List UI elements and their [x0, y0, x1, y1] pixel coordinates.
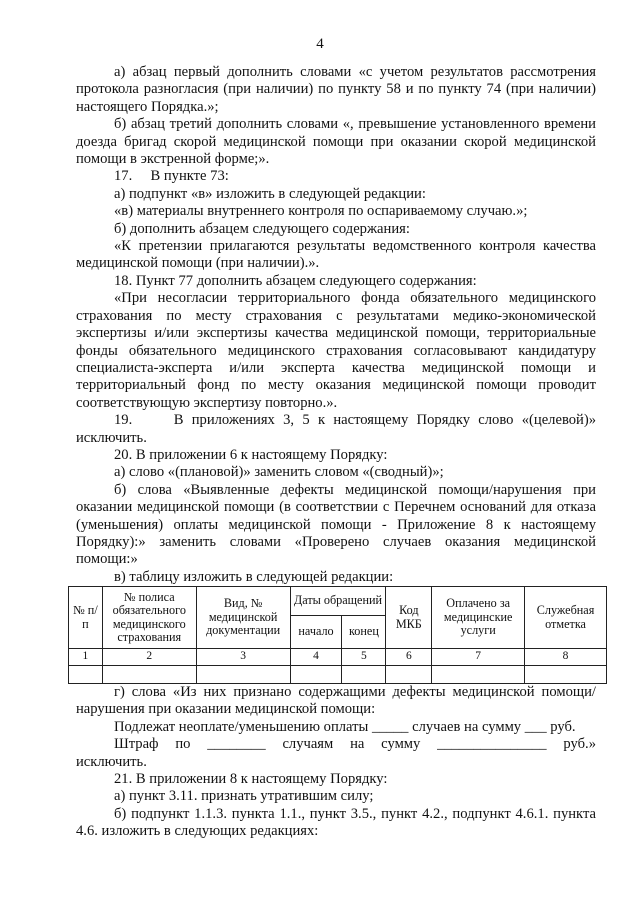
- paragraph: а) слово «(плановой)» заменить словом «(сводный)»;: [114, 464, 444, 481]
- table-cell: 7: [432, 649, 525, 666]
- paragraph: 17. В пункте 73:: [114, 168, 229, 185]
- paragraph: г) слова «Из них признано содержащими дефекты медицинской помощи/нарушения при оказании медицинской помощи:: [76, 684, 596, 718]
- paragraph: а) подпункт «в» изложить в следующей редакции:: [114, 185, 426, 202]
- table-cell: [432, 665, 525, 683]
- page-number: 4: [316, 36, 324, 52]
- registry-table: [68, 586, 607, 684]
- paragraph: б) слова «Выявленные дефекты медицинской помощи/нарушения при оказании медицинской помощи (в соответствии с Перечнем оснований для отказа (уменьшения) оплаты медицинской помощи - Приложение 8 к настоящему Порядку):» заменить словами «Проверено случаев оказания медицинской помощи:»: [76, 481, 596, 568]
- header-mkb: Код МКБ: [386, 587, 432, 649]
- table-cell: [342, 665, 386, 683]
- paragraph: «При несогласии территориального фонда обязательного медицинского страхования по месту страхования с результатами медико-экономической экспертизы и/или экспертизы качества медицинской помощи, территориальные фонды обязательного медицинского страхования согласовывают кандидатуру специалиста-эксперта и/или эксперта качества медицинской помощи и территориальный фонд по месту оказания медицинской помощи проводит соответствующую экспертизу повторно.».: [76, 290, 596, 411]
- table-cell: [290, 665, 342, 683]
- header-num: № п/п: [69, 587, 103, 649]
- header-policy: № полиса обязательного медицинского страхования: [102, 587, 196, 649]
- header-date-start: начало: [290, 616, 342, 649]
- paragraph: б) дополнить абзацем следующего содержания:: [114, 220, 410, 237]
- paragraph: «в) материалы внутреннего контроля по оспариваемому случаю.»;: [114, 203, 528, 220]
- table-cell: [196, 665, 290, 683]
- table-cell: 8: [525, 649, 607, 666]
- table-cell: 6: [386, 649, 432, 666]
- table-cell: [386, 665, 432, 683]
- header-mark: Служебная отметка: [525, 587, 607, 649]
- header-dates: Даты обращений: [290, 587, 386, 616]
- paragraph: в) таблицу изложить в следующей редакции:: [114, 568, 394, 585]
- paragraph: б) подпункт 1.1.3. пункта 1.1., пункт 3.5., пункт 4.2., подпункт 4.6.1. пункта 4.6. изложить в следующих редакциях:: [76, 805, 596, 840]
- document-body-bottom: [76, 684, 596, 841]
- table-cell: [69, 665, 103, 683]
- paragraph: 19. В приложениях 3, 5 к настоящему Порядку слово «(целевой)» исключить.: [76, 412, 596, 446]
- paragraph: «К претензии прилагаются результаты ведомственного контроля качества медицинской помощи (при наличии).».: [76, 238, 596, 272]
- document-body-top: [76, 64, 596, 586]
- paragraph: б) абзац третий дополнить словами «, превышение установленного времени доезда бригад скорой медицинской помощи при оказании скорой медицинской помощи в экстренной форме;».: [76, 116, 596, 168]
- header-doc: Вид, № медицинской документации: [196, 587, 290, 649]
- table-cell: 3: [196, 649, 290, 666]
- paragraph: а) абзац первый дополнить словами «с учетом результатов рассмотрения протокола разногласия (при наличии) по пункту 58 и по пункту 74 (при наличии) настоящего Порядка.»;: [76, 64, 596, 115]
- header-date-end: конец: [342, 616, 386, 649]
- paragraph: исключить.: [76, 753, 147, 770]
- paragraph: Штраф по ________ случаям на сумму _______________ руб.»: [114, 736, 596, 753]
- paragraph: Подлежат неоплате/уменьшению оплаты _____ случаев на сумму ___ руб.: [114, 718, 576, 735]
- paragraph: 18. Пункт 77 дополнить абзацем следующего содержания:: [114, 272, 477, 289]
- paragraph: 20. В приложении 6 к настоящему Порядку:: [114, 446, 388, 463]
- header-paid: Оплачено за медицинские услуги: [432, 587, 525, 649]
- table-cell: 5: [342, 649, 386, 666]
- table-cell: 1: [69, 649, 103, 666]
- paragraph: 21. В приложении 8 к настоящему Порядку:: [114, 771, 388, 788]
- table-number-row: [69, 649, 607, 666]
- table-empty-row: [69, 665, 607, 683]
- paragraph: а) пункт 3.11. признать утратившим силу;: [114, 788, 374, 805]
- table-cell: [102, 665, 196, 683]
- table-cell: [525, 665, 607, 683]
- table-cell: 4: [290, 649, 342, 666]
- table-cell: 2: [102, 649, 196, 666]
